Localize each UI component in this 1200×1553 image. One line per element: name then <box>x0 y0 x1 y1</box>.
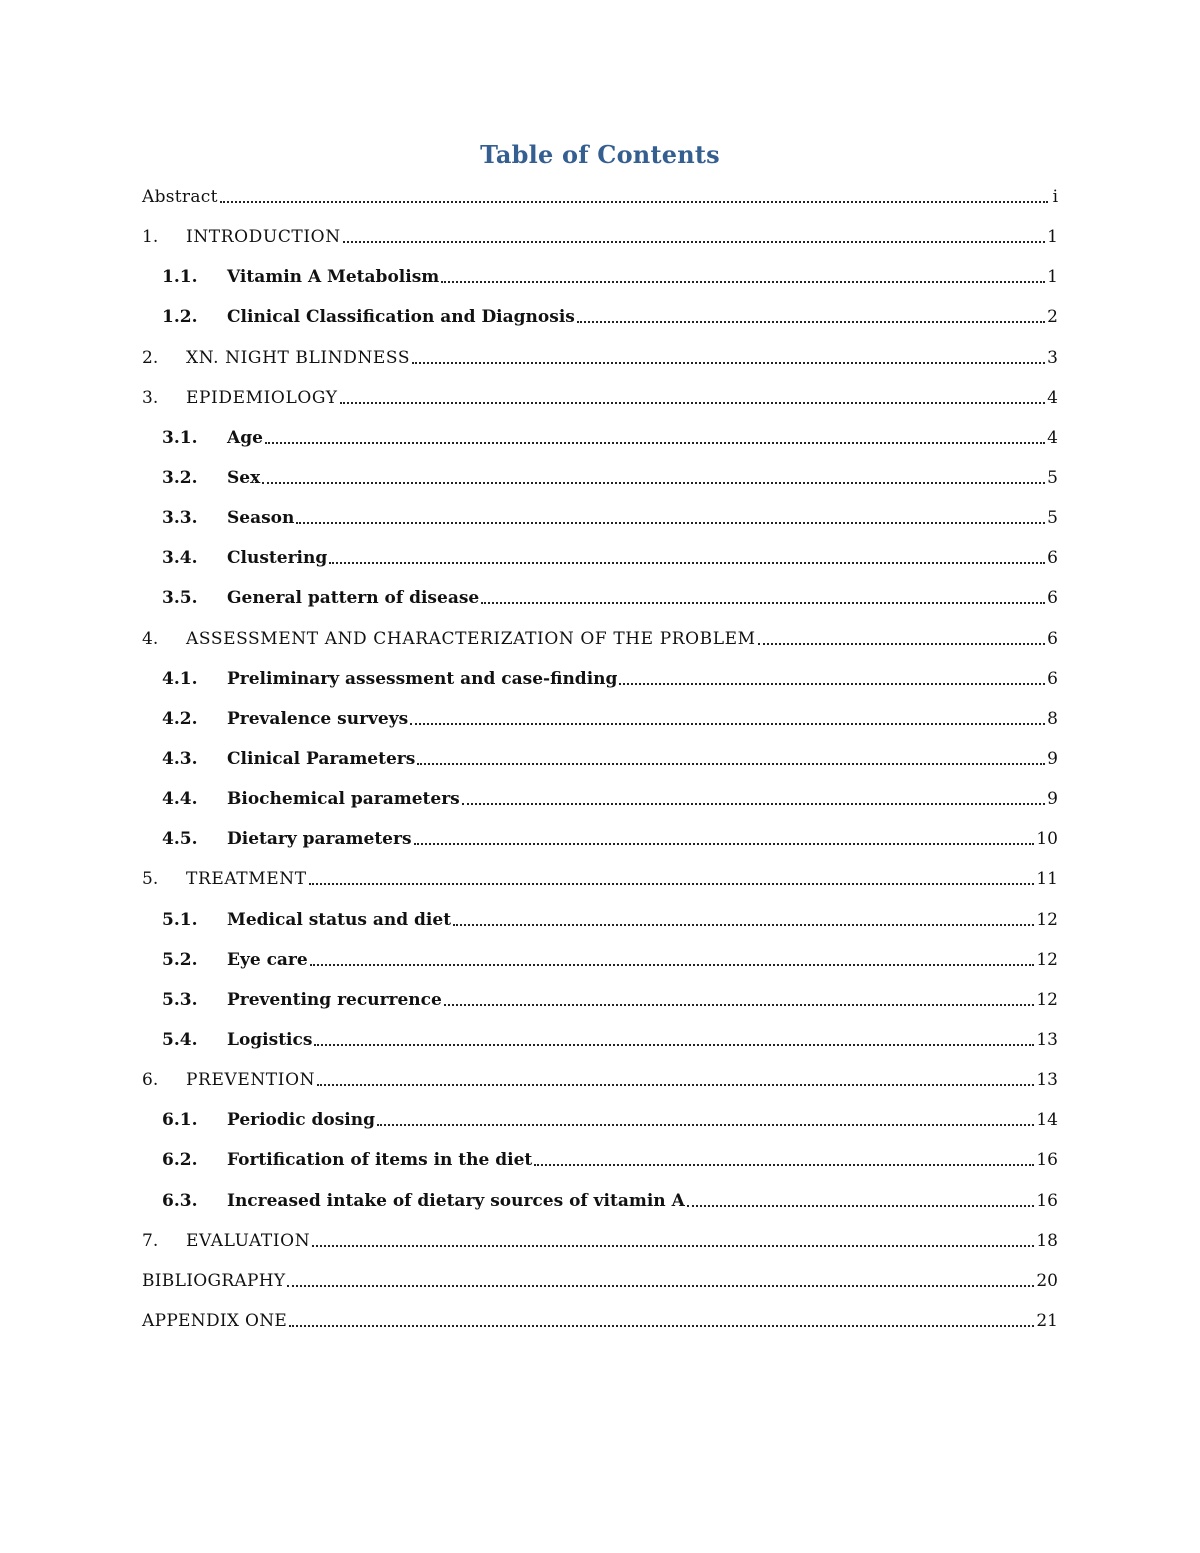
toc-entry[interactable] <box>142 338 1058 378</box>
toc-list <box>142 177 1058 1341</box>
toc-dot-leader <box>453 910 1034 930</box>
toc-entry-page-number: 6 <box>1047 588 1058 609</box>
toc-entry[interactable] <box>142 538 1058 578</box>
toc-entry-number: 5.1. <box>162 909 198 930</box>
toc-entry-page-number: 13 <box>1036 1070 1058 1091</box>
toc-dot-leader <box>312 1231 1034 1251</box>
toc-entry-number: 4.1. <box>162 668 198 689</box>
toc-entry-number: 5.3. <box>162 989 198 1010</box>
toc-entry[interactable] <box>142 699 1058 739</box>
toc-entry-number: 4.5. <box>162 829 198 850</box>
toc-entry[interactable] <box>142 257 1058 297</box>
toc-entry-number: 4.2. <box>162 708 198 729</box>
toc-entry[interactable] <box>142 1261 1058 1301</box>
toc-entry-page-number: i <box>1052 187 1058 208</box>
toc-dot-leader <box>289 1311 1034 1331</box>
toc-entry[interactable] <box>142 739 1058 779</box>
toc-entry-label: Sex <box>227 468 261 489</box>
toc-entry[interactable] <box>142 418 1058 458</box>
toc-entry-label: PREVENTION <box>186 1070 316 1091</box>
toc-dot-leader <box>317 1070 1034 1090</box>
toc-entry[interactable] <box>142 1221 1058 1261</box>
toc-entry-label: EVALUATION <box>186 1230 311 1251</box>
toc-entry-page-number: 6 <box>1047 628 1058 649</box>
toc-entry[interactable] <box>142 217 1058 257</box>
toc-dot-leader <box>619 669 1045 689</box>
toc-entry-page-number: 10 <box>1036 829 1058 850</box>
toc-entry-page-number: 12 <box>1036 949 1058 970</box>
toc-dot-leader <box>377 1110 1034 1130</box>
toc-entry-page-number: 5 <box>1047 468 1058 489</box>
toc-entry-page-number: 6 <box>1047 668 1058 689</box>
toc-dot-leader <box>262 468 1045 488</box>
toc-entry-number: 5.4. <box>162 1030 198 1051</box>
toc-entry-label: Season <box>227 508 295 529</box>
toc-dot-leader <box>462 789 1045 809</box>
toc-entry-page-number: 11 <box>1036 869 1058 890</box>
toc-dot-leader <box>577 307 1045 327</box>
toc-entry-page-number: 16 <box>1036 1190 1058 1211</box>
toc-entry[interactable] <box>142 177 1058 217</box>
toc-entry-label: Abstract <box>142 187 218 208</box>
toc-dot-leader <box>343 227 1045 247</box>
toc-dot-leader <box>412 348 1045 368</box>
toc-entry-label: EPIDEMIOLOGY <box>186 387 338 408</box>
toc-entry-page-number: 1 <box>1047 227 1058 248</box>
toc-entry-label: Vitamin A Metabolism <box>227 267 440 288</box>
toc-entry-page-number: 5 <box>1047 508 1058 529</box>
toc-dot-leader <box>410 709 1045 729</box>
toc-dot-leader <box>417 749 1045 769</box>
toc-entry[interactable] <box>142 980 1058 1020</box>
toc-entry-page-number: 4 <box>1047 427 1058 448</box>
toc-dot-leader <box>441 267 1045 287</box>
toc-entry-number: 5. <box>142 869 159 890</box>
toc-entry[interactable] <box>142 378 1058 418</box>
toc-entry-number: 3.3. <box>162 508 198 529</box>
toc-entry-label: Fortification of items in the diet <box>227 1150 533 1171</box>
toc-dot-leader <box>340 388 1046 408</box>
toc-entry[interactable] <box>142 1100 1058 1140</box>
toc-entry-number: 5.2. <box>162 949 198 970</box>
toc-entry-label: Medical status and diet <box>227 909 452 930</box>
toc-entry-number: 3.2. <box>162 468 198 489</box>
toc-entry[interactable] <box>142 819 1058 859</box>
toc-entry-page-number: 9 <box>1047 749 1058 770</box>
toc-entry-number: 7. <box>142 1230 159 1251</box>
toc-entry[interactable] <box>142 1301 1058 1341</box>
toc-entry-label: BIBLIOGRAPHY <box>142 1270 286 1291</box>
toc-entry-label: Biochemical parameters <box>227 789 460 810</box>
toc-entry-number: 6.2. <box>162 1150 198 1171</box>
toc-entry-number: 3.1. <box>162 427 198 448</box>
toc-entry-number: 6.3. <box>162 1190 198 1211</box>
toc-entry-number: 6. <box>142 1070 159 1091</box>
toc-entry-page-number: 14 <box>1036 1110 1058 1131</box>
toc-entry-number: 6.1. <box>162 1110 198 1131</box>
toc-dot-leader <box>309 869 1035 889</box>
toc-dot-leader <box>314 1030 1034 1050</box>
toc-entry-page-number: 6 <box>1047 548 1058 569</box>
toc-entry[interactable] <box>142 900 1058 940</box>
toc-entry[interactable] <box>142 940 1058 980</box>
toc-entry-label: XN. NIGHT BLINDNESS <box>186 347 411 368</box>
toc-dot-leader <box>758 629 1046 649</box>
toc-entry[interactable] <box>142 458 1058 498</box>
toc-dot-leader <box>296 508 1045 528</box>
toc-dot-leader <box>329 548 1045 568</box>
toc-entry-label: Logistics <box>227 1030 313 1051</box>
toc-entry-page-number: 3 <box>1047 347 1058 368</box>
toc-entry-page-number: 20 <box>1036 1270 1058 1291</box>
toc-entry-label: Preventing recurrence <box>227 989 442 1010</box>
toc-entry-label: APPENDIX ONE <box>142 1311 288 1331</box>
toc-entry-number: 3. <box>142 387 159 408</box>
toc-entry-label: Clinical Parameters <box>227 749 416 770</box>
toc-entry[interactable] <box>142 619 1058 659</box>
toc-dot-leader <box>220 187 1048 207</box>
toc-entry[interactable] <box>142 1060 1058 1100</box>
toc-entry-label: INTRODUCTION <box>186 227 341 248</box>
toc-dot-leader <box>444 990 1035 1010</box>
toc-entry-label: Clustering <box>227 548 328 569</box>
toc-entry-label: Clinical Classification and Diagnosis <box>227 307 575 328</box>
toc-entry[interactable] <box>142 779 1058 819</box>
toc-dot-leader <box>414 829 1035 849</box>
toc-entry-page-number: 12 <box>1036 909 1058 930</box>
toc-entry-label: TREATMENT <box>186 869 307 890</box>
toc-entry-page-number: 9 <box>1047 789 1058 810</box>
toc-dot-leader <box>481 588 1045 608</box>
toc-entry[interactable] <box>142 859 1058 899</box>
toc-entry[interactable] <box>142 659 1058 699</box>
toc-entry-page-number: 16 <box>1036 1150 1058 1171</box>
toc-entry-label: Eye care <box>227 949 308 970</box>
toc-entry-label: Periodic dosing <box>227 1110 376 1131</box>
toc-entry-page-number: 4 <box>1047 387 1058 408</box>
toc-entry[interactable] <box>142 297 1058 337</box>
toc-entry-page-number: 8 <box>1047 708 1058 729</box>
toc-entry-page-number: 2 <box>1047 307 1058 328</box>
toc-entry-page-number: 13 <box>1036 1030 1058 1051</box>
toc-entry-page-number: 21 <box>1036 1311 1058 1331</box>
toc-entry-label: Age <box>227 427 263 448</box>
toc-entry-number: 3.4. <box>162 548 198 569</box>
toc-entry-label: Dietary parameters <box>227 829 412 850</box>
toc-entry-page-number: 18 <box>1036 1230 1058 1251</box>
toc-entry-label: ASSESSMENT AND CHARACTERIZATION OF THE PROBLEM <box>186 628 756 649</box>
toc-entry-label: Preliminary assessment and case-finding <box>227 668 618 689</box>
toc-entry-number: 4. <box>142 628 159 649</box>
toc-entry-number: 4.3. <box>162 749 198 770</box>
toc-dot-leader <box>287 1271 1034 1291</box>
toc-dot-leader <box>687 1191 1035 1211</box>
toc-entry-label: General pattern of disease <box>227 588 480 609</box>
toc-entry[interactable] <box>142 1020 1058 1060</box>
toc-entry-page-number: 12 <box>1036 989 1058 1010</box>
toc-entry[interactable] <box>142 578 1058 618</box>
toc-entry-page-number: 1 <box>1047 267 1058 288</box>
toc-entry-number: 3.5. <box>162 588 198 609</box>
toc-entry[interactable] <box>142 1140 1058 1180</box>
toc-entry[interactable] <box>142 498 1058 538</box>
toc-dot-leader <box>534 1150 1034 1170</box>
toc-dot-leader <box>265 428 1045 448</box>
toc-entry-number: 1.1. <box>162 267 198 288</box>
toc-entry-label: Increased intake of dietary sources of vitamin A <box>227 1190 685 1211</box>
toc-entry-number: 4.4. <box>162 789 198 810</box>
toc-dot-leader <box>310 950 1035 970</box>
toc-entry-label: Prevalence surveys <box>227 708 409 729</box>
toc-entry-number: 2. <box>142 347 159 368</box>
toc-entry[interactable] <box>142 1181 1058 1221</box>
toc-entry-number: 1. <box>142 227 159 248</box>
toc-entry-number: 1.2. <box>162 307 198 328</box>
toc-title: Table of Contents <box>480 140 720 169</box>
